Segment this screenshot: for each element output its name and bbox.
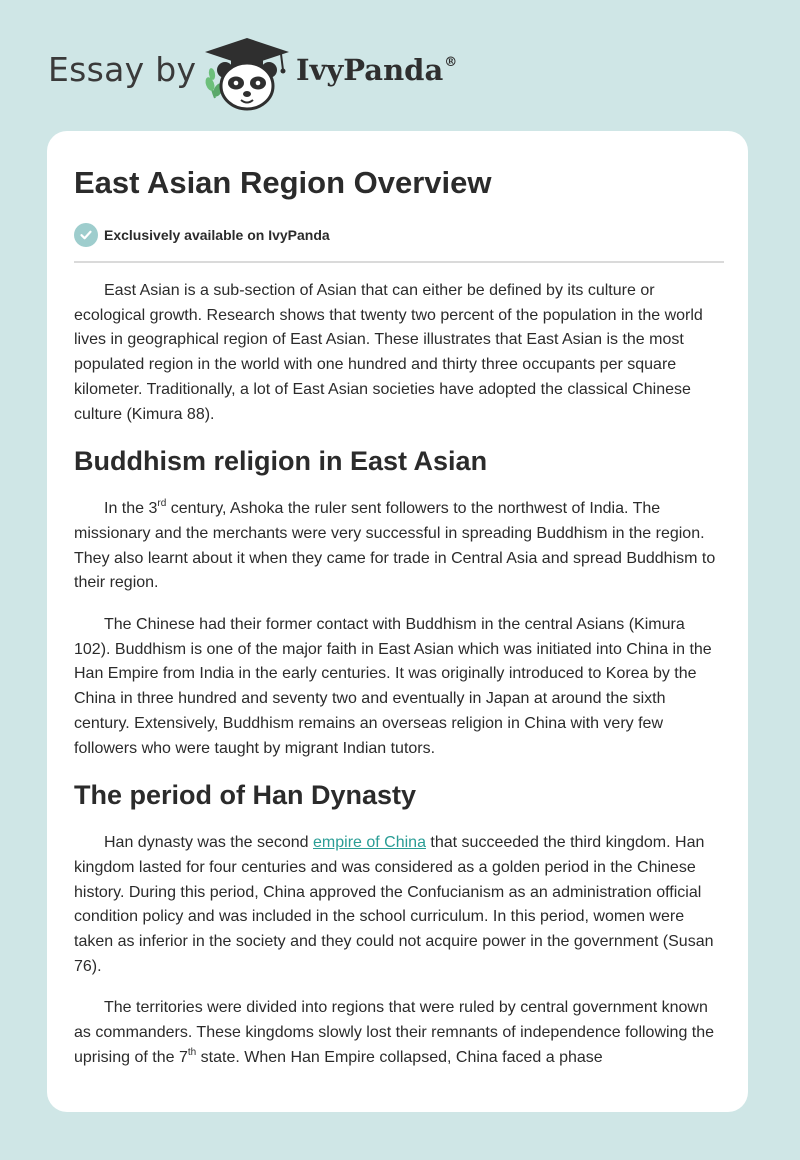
text-span: The territories were divided into regions that were ruled by central government known as commanders. These kingdoms slowly lost their remnants of independence following the uprising of the 7: [74, 999, 715, 1066]
panda-graduate-logo-icon[interactable]: [201, 36, 293, 112]
page-title: East Asian Region Overview: [74, 165, 492, 200]
han-paragraph-2: [74, 996, 724, 1070]
ordinal-suffix: th: [187, 1046, 197, 1058]
text-span: In the 3: [104, 500, 158, 518]
brand-name-text: IvyPanda: [296, 53, 444, 87]
badge-text: Exclusively available on IvyPanda: [104, 227, 330, 243]
section-heading-han-dynasty: The period of Han Dynasty: [74, 780, 417, 811]
text-span: state. When Han Empire collapsed, China faced a phase: [196, 1048, 603, 1066]
section-heading-buddhism: Buddhism religion in East Asian: [74, 446, 488, 477]
brand-name[interactable]: [296, 53, 457, 87]
exclusive-badge: [74, 222, 330, 248]
text-span: century, Ashoka the ruler sent followers to the northwest of India. The missionary and the merchants were very successful in spreading Buddhism in the region. They also learnt about it when they came for trade in Central Asia and spread Buddhism to their region.: [74, 500, 716, 592]
title-divider: [74, 261, 724, 263]
ordinal-suffix: rd: [157, 498, 167, 510]
essay-card: [47, 131, 748, 1112]
buddhism-paragraph-1: [74, 497, 724, 596]
empire-of-china-link[interactable]: empire of China: [313, 834, 426, 852]
han-paragraph-1: [74, 831, 724, 979]
site-header: [0, 0, 800, 120]
text-span: Han dynasty was the second: [104, 834, 314, 852]
text-span: that succeeded the third kingdom. Han kingdom lasted for four centuries and was considered as a golden period in the Chinese history. During this period, China approved the Confucianism as an administration official condition policy and was included in the school curriculum. In this period, women were taken as inferior in the society and they could not acquire power in the government (Susan 76).: [74, 834, 714, 975]
buddhism-paragraph-2: The Chinese had their former contact with Buddhism in the central Asians (Kimura 102). Buddhism is one of the major faith in East Asian which was initiated into China in the Han Empire from India in the early centuries. It was originally introduced to Korea by the China in three hundred and seventy two and eventually in Japan at around the sixth century. Extensively, Buddhism remains an overseas religion in China with very few followers who were taught by migrant Indian tutors.: [74, 616, 712, 757]
registered-mark: ®: [444, 55, 458, 70]
check-circle-icon: [74, 223, 98, 247]
intro-paragraph: East Asian is a sub-section of Asian that can either be defined by its culture or ecological growth. Research shows that twenty two percent of the population in the world lives in geographical region of East Asian. These illustrates that East Asian is the most populated region in the world with one hundred and thirty three occupants per square kilometer. Traditionally, a lot of East Asian societies have adopted the classical Chinese culture (Kimura 88).: [74, 282, 703, 423]
essay-body: [74, 279, 724, 1088]
brand-prefix: Essay by: [48, 50, 197, 89]
